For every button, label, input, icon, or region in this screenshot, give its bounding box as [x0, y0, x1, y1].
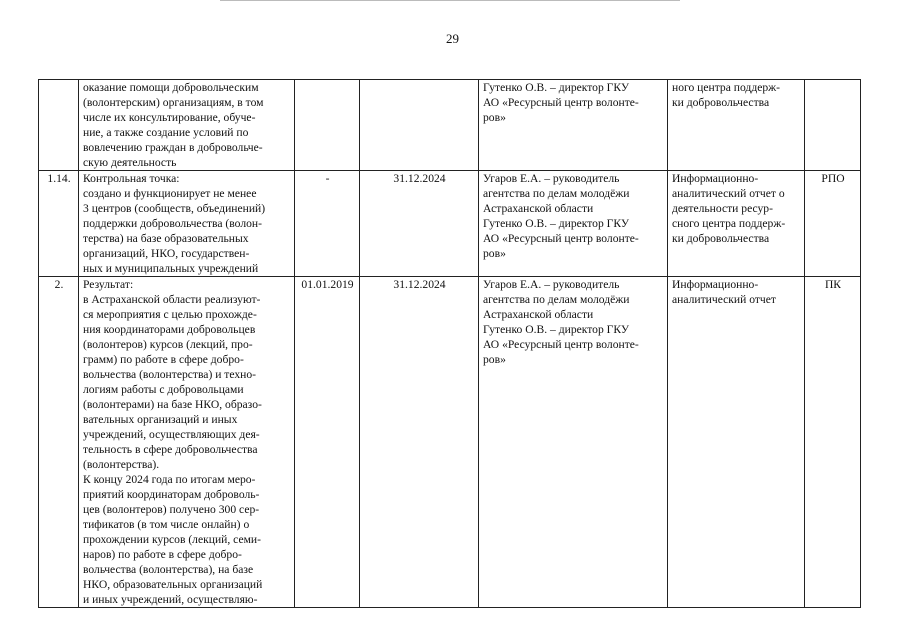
text-line: ров»: [483, 247, 506, 260]
report-type: [668, 80, 805, 171]
text-line: (волонтерами) на базе НКО, образо-: [83, 398, 262, 411]
text-line: Гутенко О.В. – директор ГКУ: [483, 81, 630, 94]
end-date: 31.12.2024: [360, 277, 479, 608]
text-line: цев (волонтеров) получено 300 сер-: [83, 503, 260, 516]
text-line: наров) по работе в сфере добро-: [83, 548, 242, 561]
text-line: 3 центров (сообществ, объединений): [83, 202, 266, 215]
text-line: ния координаторами добровольцев: [83, 323, 256, 336]
report-type: [668, 171, 805, 277]
text-line: АО «Ресурсный центр волонте-: [483, 96, 639, 109]
text-line: Угаров Е.А. – руководитель: [483, 172, 620, 185]
table-row: [39, 277, 861, 608]
text-line: тификатов (в том числе онлайн) о: [83, 518, 250, 531]
text-line: агентства по делам молодёжи: [483, 187, 630, 200]
text-line: числе их консультирование, обуче-: [83, 111, 256, 124]
text-line: и иных учреждений, осуществляю-: [83, 593, 258, 606]
top-edge-line: [220, 0, 680, 1]
text-line: оказание помощи добровольческим: [83, 81, 259, 94]
text-line: Информационно-: [672, 172, 759, 185]
text-line: АО «Ресурсный центр волонте-: [483, 338, 639, 351]
level-code: [805, 80, 861, 171]
text-line: учреждений, осуществляющих дея-: [83, 428, 260, 441]
start-date: -: [295, 171, 360, 277]
text-line: вольчества (волонтерства), на базе: [83, 563, 254, 576]
row-description: [79, 171, 295, 277]
text-line: Гутенко О.В. – директор ГКУ: [483, 323, 630, 336]
text-line: Информационно-: [672, 278, 759, 291]
text-line: (волонтерским) организациям, в том: [83, 96, 264, 109]
responsible-person: [479, 80, 668, 171]
table-row: [39, 171, 861, 277]
start-date: 01.01.2019: [295, 277, 360, 608]
text-line: АО «Ресурсный центр волонте-: [483, 232, 639, 245]
row-description: [79, 277, 295, 608]
text-line: логиям работы с добровольцами: [83, 383, 244, 396]
responsible-person: [479, 171, 668, 277]
text-line: Результат:: [83, 278, 134, 291]
text-line: ных и муниципальных учреждений: [83, 262, 259, 275]
text-line: создано и функционирует не менее: [83, 187, 257, 200]
text-line: сного центра поддерж-: [672, 217, 786, 230]
plan-table: [38, 79, 861, 608]
text-line: тельность в сфере добровольчества: [83, 443, 258, 456]
text-line: ки добровольчества: [672, 96, 770, 109]
text-line: деятельности ресур-: [672, 202, 773, 215]
text-line: вовлечению граждан в добровольче-: [83, 141, 263, 154]
table-row: [39, 80, 861, 171]
text-line: прохождении курсов (лекций, семи-: [83, 533, 261, 546]
text-line: Гутенко О.В. – директор ГКУ: [483, 217, 630, 230]
end-date: 31.12.2024: [360, 171, 479, 277]
text-line: (волонтерства).: [83, 458, 160, 471]
end-date: [360, 80, 479, 171]
text-line: вательных организаций и иных: [83, 413, 238, 426]
text-line: поддержки добровольчества (волон-: [83, 217, 262, 230]
page-number: 29: [446, 31, 459, 46]
text-line: вольчества (волонтерства) и техно-: [83, 368, 257, 381]
start-date: [295, 80, 360, 171]
text-line: Астраханской области: [483, 308, 594, 321]
text-line: ся мероприятия с целью прохожде-: [83, 308, 257, 321]
row-number: [39, 80, 79, 171]
text-line: НКО, образовательных организаций: [83, 578, 263, 591]
report-type: [668, 277, 805, 608]
row-number: 2.: [39, 277, 79, 608]
row-description: [79, 80, 295, 171]
level-code: ПК: [805, 277, 861, 608]
text-line: аналитический отчет: [672, 293, 776, 306]
text-line: (волонтеров) курсов (лекций, про-: [83, 338, 253, 351]
row-number: 1.14.: [39, 171, 79, 277]
text-line: скую деятельность: [83, 156, 177, 169]
text-line: Угаров Е.А. – руководитель: [483, 278, 620, 291]
text-line: ки добровольчества: [672, 232, 770, 245]
text-line: агентства по делам молодёжи: [483, 293, 630, 306]
text-line: ние, а также создание условий по: [83, 126, 249, 139]
text-line: Астраханской области: [483, 202, 594, 215]
text-line: организаций, НКО, государствен-: [83, 247, 250, 260]
level-code: РПО: [805, 171, 861, 277]
text-line: ров»: [483, 111, 506, 124]
text-line: грамм) по работе в сфере добро-: [83, 353, 244, 366]
text-line: Контрольная точка:: [83, 172, 180, 185]
text-line: приятий координаторам доброволь-: [83, 488, 260, 501]
text-line: К концу 2024 года по итогам меро-: [83, 473, 256, 486]
responsible-person: [479, 277, 668, 608]
text-line: аналитический отчет о: [672, 187, 785, 200]
text-line: ного центра поддерж-: [672, 81, 781, 94]
text-line: терства) на базе образовательных: [83, 232, 249, 245]
text-line: ров»: [483, 353, 506, 366]
text-line: в Астраханской области реализуют-: [83, 293, 261, 306]
